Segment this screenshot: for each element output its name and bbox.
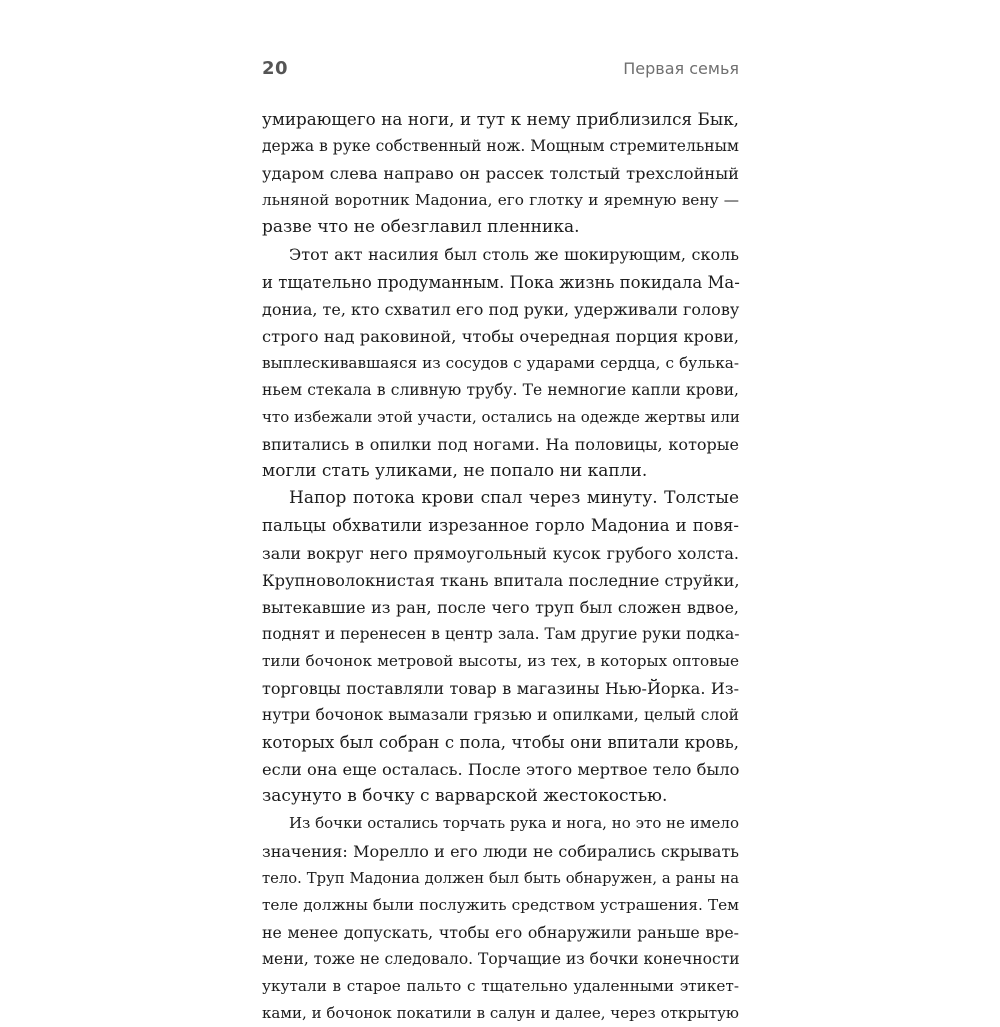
text-line: умирающего на ноги, и тут к нему приблизился Бык, xyxy=(262,109,739,129)
text-line: впитались в опилки под ногами. На половицы, которые xyxy=(262,435,739,455)
text-line: пальцы обхватили изрезанное горло Мадониа и повя- xyxy=(262,516,739,536)
text-line: дониа, те, кто схватил его под руки, удерживали голову xyxy=(262,299,740,319)
text-line: укутали в старое пальто с тщательно удаленными этикет- xyxy=(262,977,739,995)
text-line: Крупноволокнистая ткань впитала последние струйки, xyxy=(262,570,740,590)
text-line: и тщательно продуманным. Пока жизнь покидала Ма- xyxy=(262,272,740,292)
text-line: что избежали этой участи, остались на одежде жертвы или xyxy=(262,408,740,427)
text-line: торговцы поставляли товар в магазины Нью-Йорка. Из- xyxy=(262,678,739,698)
text-line: нутри бочонок вымазали грязью и опилками, целый слой xyxy=(262,706,739,725)
text-line: ньем стекала в сливную трубу. Те немногие капли крови, xyxy=(262,380,739,399)
text-line: которых был собран с пола, чтобы они впитали кровь, xyxy=(262,733,739,753)
text-line: мени, тоже не следовало. Торчащие из бочки конечности xyxy=(262,949,740,968)
text-line: зали вокруг него прямоугольный кусок грубого холста. xyxy=(262,543,739,563)
running-title: Первая семья xyxy=(623,59,739,78)
text-line: если она еще осталась. После этого мертвое тело было xyxy=(262,760,740,780)
text-line: вытекавшие из ран, после чего труп был сложен вдвое, xyxy=(262,597,739,617)
text-line: держа в руке собственный нож. Мощным стремительным xyxy=(262,137,739,156)
text-line: строго над раковиной, чтобы очередная порция крови, xyxy=(262,326,739,346)
text-line: теле должны были послужить средством устрашения. Тем xyxy=(262,895,739,914)
text-line: Этот акт насилия был столь же шокирующим, сколь xyxy=(289,245,739,265)
text-line: разве что не обезглавил пленника. xyxy=(262,217,580,238)
text-line: тили бочонок метровой высоты, из тех, в которых оптовые xyxy=(262,651,739,670)
text-line: выплескивавшаяся из сосудов с ударами сердца, с булька- xyxy=(262,353,739,372)
text-line: могли стать уликами, не попало ни капли. xyxy=(262,461,648,482)
text-line: Из бочки остались торчать рука и нога, но это не имело xyxy=(289,814,739,833)
body-text xyxy=(262,106,739,1027)
text-line: Напор потока крови спал через минуту. Толстые xyxy=(289,488,739,509)
text-line: значения: Морелло и его люди не собирались скрывать xyxy=(262,841,739,861)
text-line: тело. Труп Мадониа должен был быть обнаружен, а раны на xyxy=(262,869,739,887)
page-header xyxy=(262,58,739,88)
text-line: засунуто в бочку с варварской жестокостью. xyxy=(262,786,668,807)
text-line: поднят и перенесен в центр зала. Там другие руки подка- xyxy=(262,624,740,643)
text-line: льняной воротник Мадониа, его глотку и яремную вену — xyxy=(262,191,739,210)
page-number: 20 xyxy=(262,58,289,79)
text-line: ударом слева направо он рассек толстый трехслойный xyxy=(262,164,739,184)
text-line: не менее допускать, чтобы его обнаружили раньше вре- xyxy=(262,922,739,942)
text-line: ками, и бочонок покатили в салун и далее, через открытую xyxy=(262,1004,739,1023)
